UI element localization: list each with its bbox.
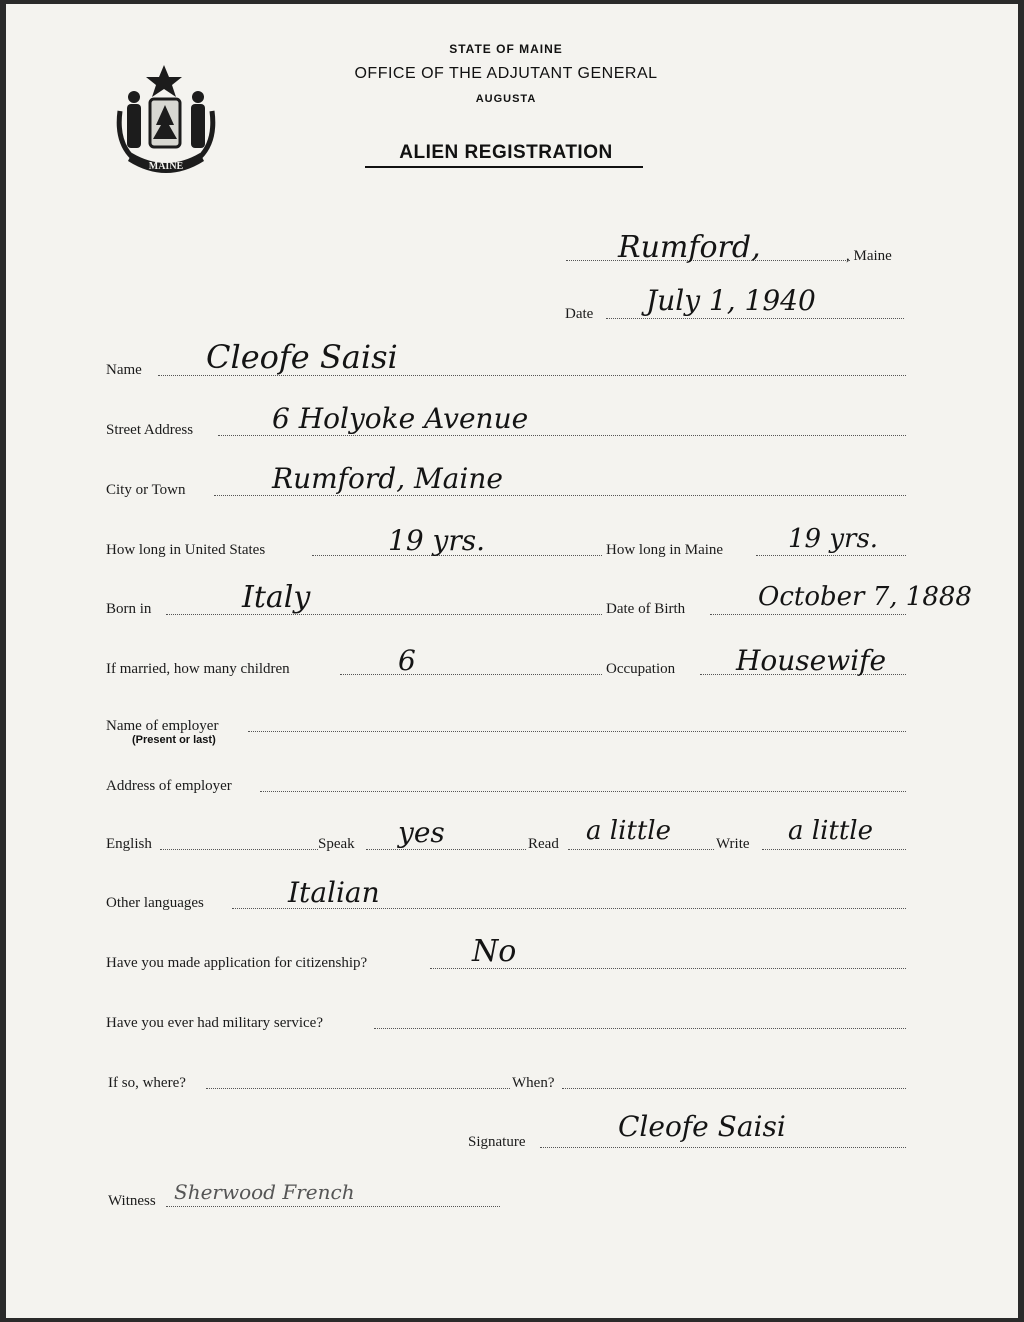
witness-line [166, 1206, 500, 1207]
write-label: Write [716, 836, 750, 852]
children-value: 6 [398, 644, 416, 677]
name-label: Name [106, 362, 142, 378]
children-label: If married, how many children [106, 661, 290, 677]
city-line [214, 495, 906, 496]
when-label: When? [512, 1075, 555, 1091]
page-title: ALIEN REGISTRATION [399, 142, 613, 163]
street-value: 6 Holyoke Avenue [272, 402, 529, 435]
witness-label: Witness [108, 1193, 156, 1209]
us-label: How long in United States [106, 542, 266, 558]
maine-label: How long in Maine [606, 542, 724, 558]
citizenship-label: Have you made application for citizenship? [106, 955, 368, 971]
dob-label: Date of Birth [606, 601, 686, 617]
city-heading: AUGUSTA [475, 93, 537, 105]
english-label: English [106, 836, 152, 852]
place-value: Rumford, [618, 230, 761, 265]
employer-address-line [260, 791, 906, 792]
where-label: If so, where? [108, 1075, 186, 1091]
write-value: a little [788, 816, 873, 846]
military-line [374, 1028, 906, 1029]
office-heading: OFFICE OF THE ADJUTANT GENERAL [354, 65, 658, 82]
dob-line [710, 614, 906, 615]
born-label: Born in [106, 601, 152, 617]
dob-value: October 7, 1888 [758, 582, 972, 612]
state-heading: STATE OF MAINE [449, 42, 563, 56]
signature-label: Signature [468, 1134, 526, 1150]
occupation-value: Housewife [736, 644, 887, 677]
read-value: a little [586, 816, 671, 846]
maine-value: 19 yrs. [788, 524, 879, 554]
where-line [206, 1088, 510, 1089]
children-line [340, 674, 602, 675]
place-suffix: , Maine [846, 248, 892, 264]
signature-line [540, 1147, 906, 1148]
write-line [762, 849, 906, 850]
military-label: Have you ever had military service? [106, 1015, 323, 1031]
employer-sublabel: (Present or last) [132, 734, 216, 746]
city-value: Rumford, Maine [272, 462, 503, 495]
other-languages-value: Italian [288, 876, 380, 909]
employer-label: Name of employer [106, 718, 219, 734]
us-value: 19 yrs. [388, 524, 486, 557]
street-line [218, 435, 906, 436]
speak-value: yes [398, 816, 445, 849]
date-label: Date [565, 306, 594, 322]
maine-line [756, 555, 906, 556]
other-languages-label: Other languages [106, 895, 204, 911]
speak-line [366, 849, 526, 850]
when-line [562, 1088, 906, 1089]
citizenship-value: No [472, 934, 517, 969]
occupation-label: Occupation [606, 661, 676, 677]
born-value: Italy [242, 580, 311, 615]
signature-value: Cleofe Saisi [618, 1110, 786, 1143]
speak-label: Speak [318, 836, 355, 852]
born-line [166, 614, 602, 615]
employer-line [248, 731, 906, 732]
date-value: July 1, 1940 [646, 284, 816, 317]
employer-address-label: Address of employer [106, 778, 232, 794]
form-page [6, 4, 1018, 1318]
street-label: Street Address [106, 422, 194, 438]
city-label: City or Town [106, 482, 186, 498]
name-value: Cleofe Saisi [206, 338, 398, 376]
date-line [606, 318, 904, 319]
english-line [160, 849, 318, 850]
read-label: Read [528, 836, 559, 852]
read-line [568, 849, 714, 850]
title-underline [365, 166, 643, 168]
witness-value: Sherwood French [174, 1180, 355, 1204]
svg-text:MAINE: MAINE [148, 161, 184, 172]
